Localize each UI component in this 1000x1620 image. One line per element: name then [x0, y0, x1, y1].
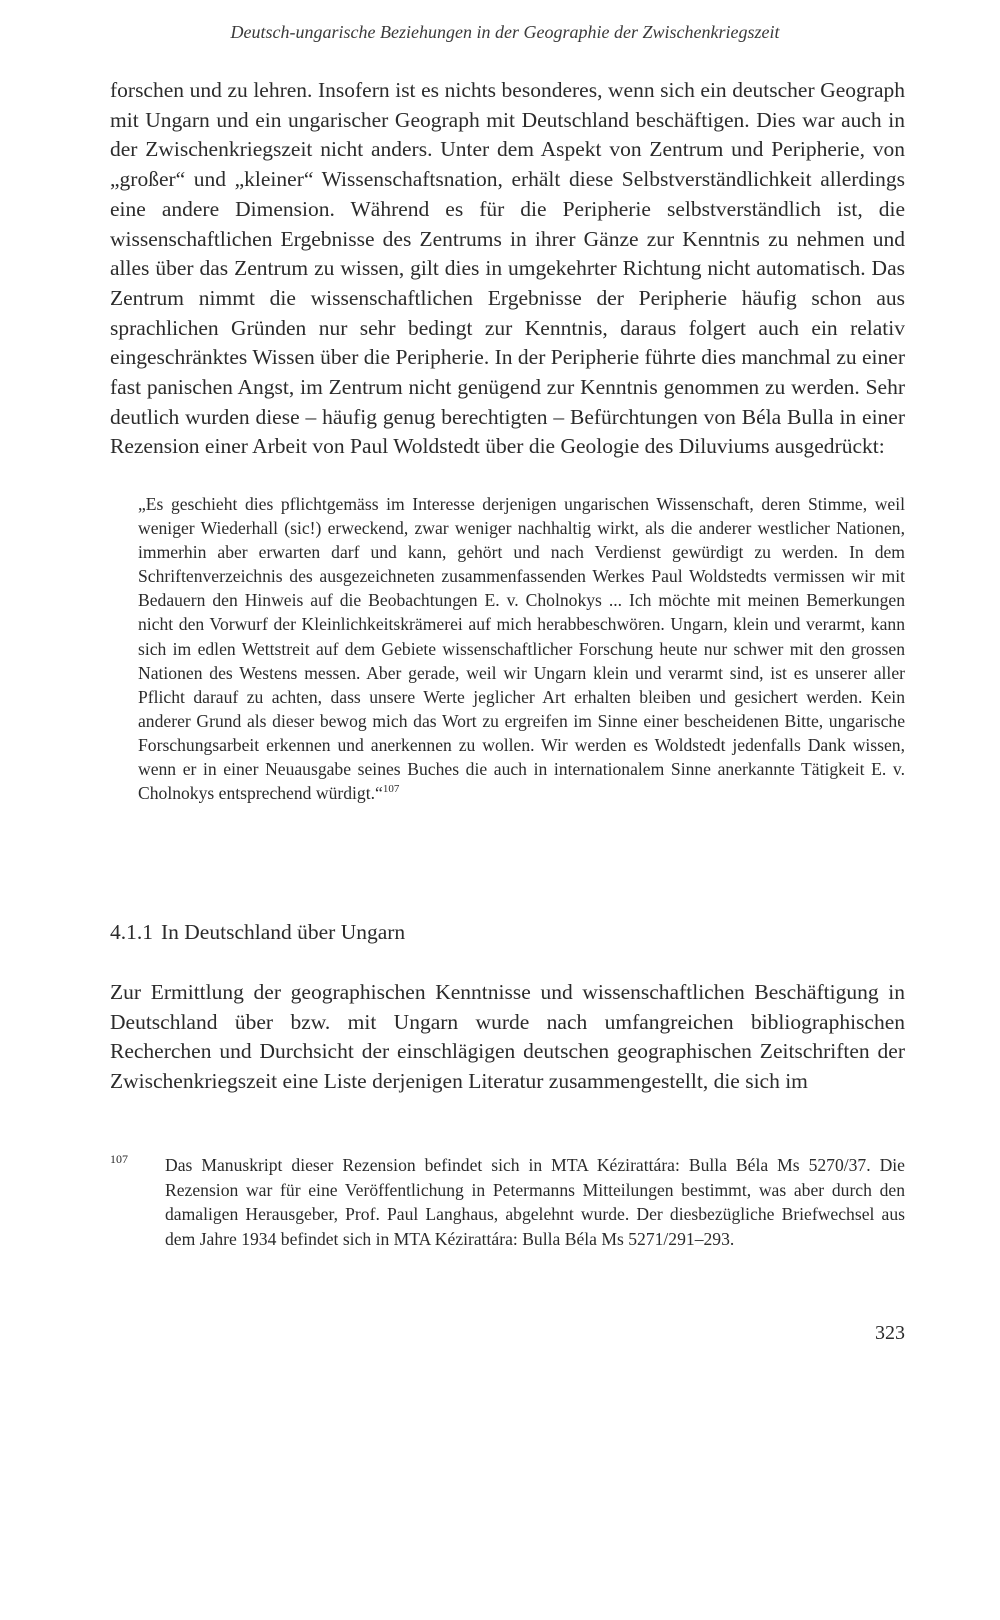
footnote-number: 107: [110, 1152, 128, 1166]
paragraph-intro: forschen und zu lehren. Insofern ist es nichts besonderes, wenn sich ein deutscher Geograph mit Ungarn und ein ungarischer Geograph mit Deutschland beschäftigen. Dies war auch in der Zwischenkriegszeit nicht anders. Unter dem Aspekt von Zentrum und Peripherie, von „großer“ und „kleiner“ Wissenschaftsnation, erhält diese Selbstverständlichkeit allerdings eine andere Dimension. Während es für die Peripherie selbstverständlich ist, die wissenschaftlichen Ergebnisse des Zentrums in ihrer Gänze zur Kenntnis zu nehmen und alles über das Zentrum zu wissen, gilt dies in umgekehrter Richtung nicht automatisch. Das Zentrum nimmt die wissenschaftlichen Ergebnisse der Peripherie häufig schon aus sprachlichen Gründen nur sehr bedingt zur Kenntnis, daraus folgert auch ein relativ eingeschränktes Wissen über die Peripherie. In der Peripherie führte dies manchmal zu einer fast panischen Angst, im Zentrum nicht genügend zur Kenntnis genommen zu werden. Sehr deutlich wurden diese – häufig genug berechtigten – Befürchtungen von Béla Bulla in einer Rezension einer Arbeit von Paul Woldstedt über die Geologie des Diluviums ausgedrückt:: [110, 78, 905, 459]
section-title: In Deutschland über Ungarn: [161, 920, 406, 944]
footnote-text: Das Manuskript dieser Rezension befindet sich in MTA Kézirattára: Bulla Béla Ms 5270/37. Die Rezension war für eine Veröffentlichung in Petermanns Mitteilungen bestimmt, was aber durch den damaligen Herausgeber, Prof. Paul Langhaus, abgelehnt wurde. Der diesbezügliche Briefwechsel aus dem Jahre 1934 befindet sich in MTA Kézirattára: Bulla Béla Ms 5271/291–293.: [165, 1155, 905, 1249]
block-quote: [138, 492, 905, 805]
page-number: 323: [875, 1322, 905, 1344]
section-heading: [110, 920, 405, 945]
quote-text: „Es geschieht dies pflichtgemäss im Interesse derjenigen ungarischen Wissenschaft, deren Stimme, weil weniger Wiederhall (sic!) erweckend, zwar weniger nachhaltig wirkt, als die anderer westlicher Nationen, immerhin aber erwarten darf und kann, gehört und nach Verdienst gewürdigt zu werden. In dem Schriftenverzeichnis des ausgezeichneten zusammenfassenden Werkes Paul Woldstedts vermissen wir mit Bedauern den Hinweis auf die Beobachtungen E. v. Cholnokys ... Ich möchte mit meinen Bemerkungen nicht den Vorwurf der Kleinlichkeitskrämerei auf mich herabbeschwören. Ungarn, klein und verarmt, kann sich im edlen Wettstreit auf dem Gebiete wissenschaftlicher Forschung heute nur schwer mit den grossen Nationen des Westens messen. Aber gerade, weil wir Ungarn klein und verarmt sind, ist es unserer aller Pflicht darauf zu achten, dass unsere Werte jeglicher Art erhalten bleiben und gesichert werden. Kein anderer Grund als dieser bewog mich das Wort zu ergreifen im Sinne einer bescheidenen Bitte, ungarische Forschungsarbeit erkennen und anerkennen zu wollen. Wir werden es Woldstedt jedenfalls Dank wissen, wenn er in einer Neuausgabe seines Buches die auch in internationalem Sinne anerkannte Tätigkeit E. v. Cholnokys entsprechend würdigt.“: [138, 494, 905, 804]
section-number: 4.1.1: [110, 920, 153, 944]
footnote: [110, 1153, 905, 1251]
paragraph-section: Zur Ermittlung der geographischen Kenntnisse und wissenschaftlichen Beschäftigung in Deutschland über bzw. mit Ungarn wurde nach umfangreichen bibliographischen Recherchen und Durchsicht der einschlägigen deutschen geographischen Zeitschriften der Zwischenkriegszeit eine Liste derjenigen Literatur zusammengestellt, die sich im: [110, 980, 905, 1094]
footnote-reference[interactable]: 107: [382, 783, 400, 796]
running-head: Deutsch-ungarische Beziehungen in der Geographie der Zwischenkriegszeit: [230, 22, 780, 42]
